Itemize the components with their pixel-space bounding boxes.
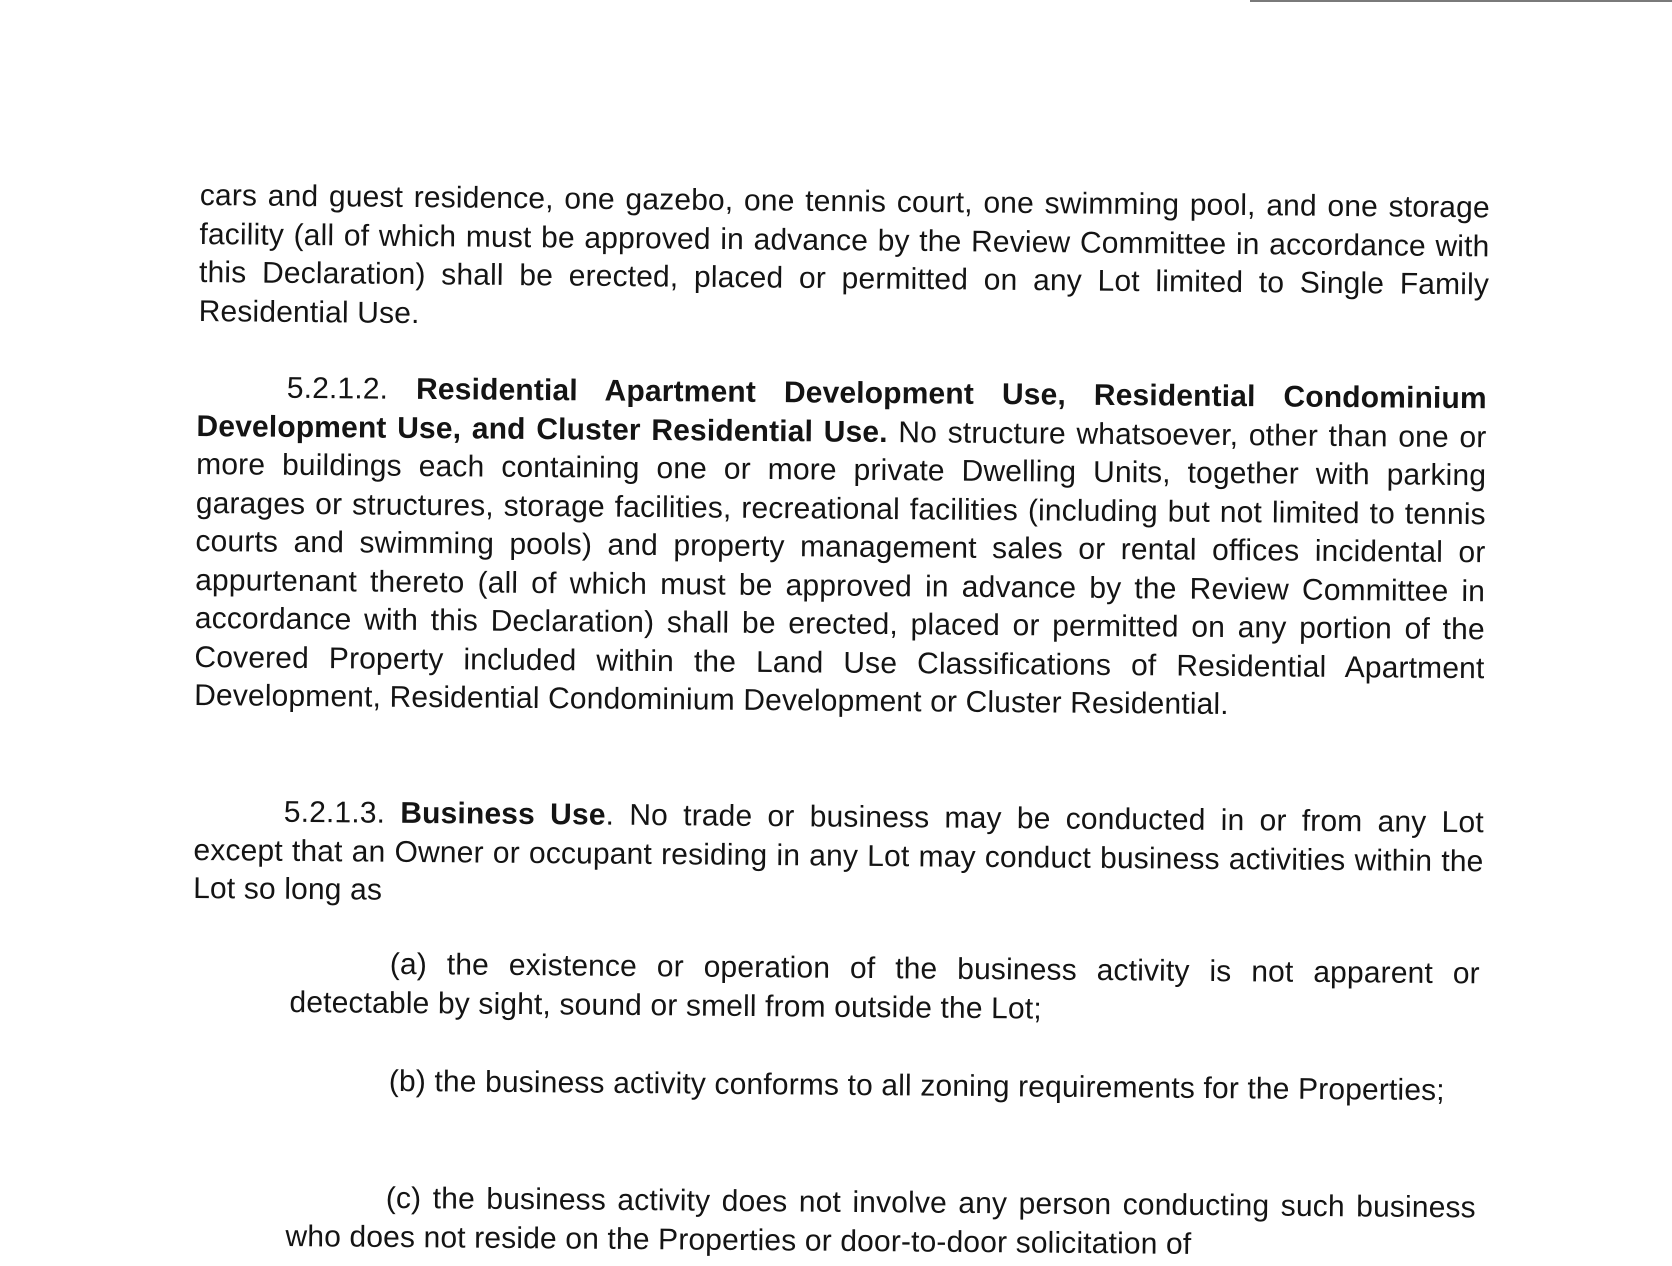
list-item-a <box>289 945 1480 1032</box>
paragraph-continuation <box>199 177 1490 343</box>
list-item-text: (b) the business activity conforms to all zoning requirements for the Properties; <box>388 1064 1445 1108</box>
indent <box>286 1207 386 1208</box>
section-body: . No trade or business may be conducted in or from any Lot except that an Owner or occupant residing in any Lot may conduct business activities within the Lot so long as <box>193 798 1484 907</box>
indent <box>197 397 287 398</box>
section-number: 5.2.1.3. <box>283 795 386 830</box>
list-item-b <box>289 1062 1479 1111</box>
section-heading: Business Use <box>400 796 606 832</box>
list-item-text: (c) the business activity does not involve any person conducting such business who does not reside on the Properties or door-to-door solicitation of <box>285 1181 1476 1261</box>
indent <box>289 1090 389 1091</box>
section-heading: Residential Apartment Development Use, Residential Condominium Development Use, and Cluster Residential Use. <box>196 372 1487 449</box>
section-5-2-1-2 <box>194 369 1487 727</box>
list-item-c <box>285 1179 1476 1266</box>
section-body: No structure whatsoever, other than one or more buildings each containing one or more private Dwelling Units, together with parking garages or structures, storage facilities, recreational facilities (including but not limited to tennis courts and swimming pools) and property management sales or rental offices incidental or appurtenant thereto (all of which must be approved in advance by the Review Committee in accordance with this Declaration) shall be erected, placed or permitted on any portion of the Covered Property included within the Land Use Classifications of Residential Apartment Development, Residential Condominium Development or Cluster Residential. <box>194 415 1487 722</box>
section-number: 5.2.1.2. <box>286 371 389 406</box>
paragraph-continuation-text: cars and guest residence, one gazebo, one tennis court, one swimming pool, and one storage facility (all of which must be approved in advance by the Review Committee in accordance with this Declaration) shall be erected, placed or permitted on any Lot limited to Single Family Residential Use. <box>198 178 1490 330</box>
list-item-text: (a) the existence or operation of the business activity is not apparent or detectable by sight, sound or smell from outside the Lot; <box>289 947 1480 1026</box>
section-5-2-1-3 <box>193 793 1484 920</box>
indent <box>290 973 390 974</box>
indent <box>194 821 284 822</box>
